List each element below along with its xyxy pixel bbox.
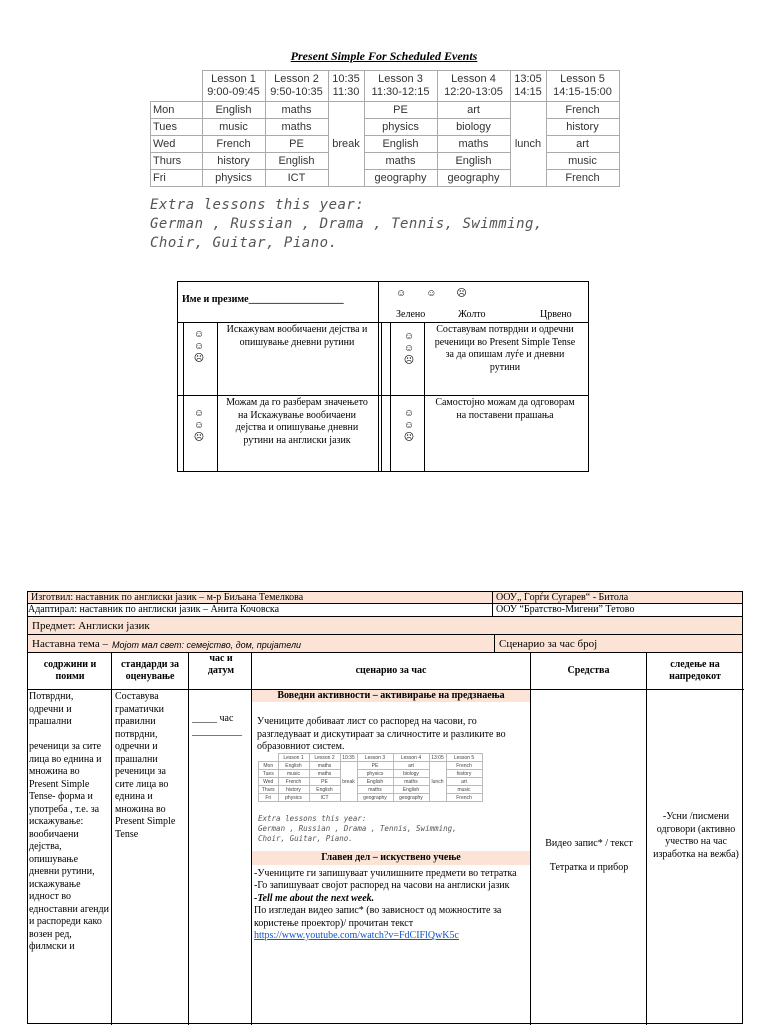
mini-extra-lessons: Extra lessons this year: German , Russian , Drama , Tennis, Swimming, Choir, Guitar, Piano. (258, 814, 457, 843)
break-cell: break (328, 102, 364, 187)
main-line-3: -Tell me about the next week. (254, 892, 375, 904)
timetable-cell: English (202, 102, 265, 119)
lesson-plan (27, 591, 743, 1024)
extra-lessons-list-2: Choir, Guitar, Piano. (150, 235, 338, 251)
intro-heading: Воведни активности – активирање на предзнаења (252, 690, 530, 702)
timetable-cell: maths (437, 136, 510, 153)
col-header-standards: стандарди за оценување (120, 659, 180, 682)
main-line-4: По изгледан видео запис* (во зависност од можностите за користење проектор)/ прочитан текст (254, 905, 502, 929)
col-header-time: час и датум (207, 653, 235, 676)
header-lesson-1: Lesson 1 9:00-09:45 (202, 71, 265, 102)
timetable-cell: physics (364, 119, 437, 136)
subject: Предмет: Англиски јазик (32, 620, 150, 632)
day-label: Wed (151, 136, 203, 153)
main-line-1: -Учениците ги запишуваат училишните предмети во тетратка (254, 868, 517, 879)
col-header-progress: следење на напредокот (669, 659, 721, 682)
timetable-cell: English (364, 136, 437, 153)
timetable-cell: geography (437, 170, 510, 187)
timetable-cell: music (546, 153, 619, 170)
extra-lessons-heading: Extra lessons this year: (150, 197, 365, 213)
timetable-cell: maths (265, 119, 328, 136)
timetable-cell: art (437, 102, 510, 119)
color-yellow-label: Жолто (458, 309, 486, 320)
timetable-cell: maths (364, 153, 437, 170)
standards-cell: Составува граматички правилни потврдни, одречни и прашални реченици за сите лица во еднина и множина во Present Simple Tense (115, 691, 176, 840)
day-label: Thurs (151, 153, 203, 170)
progress-tracking: -Усни /писмени одговори (активно учество на час изработка на вежба) (653, 811, 739, 860)
main-line-2: -Го запишуваат својот распоред на часови на англиски јазик (254, 880, 510, 892)
header-lesson-2: Lesson 2 9:50-10:35 (265, 71, 328, 102)
timetable-cell: French (546, 170, 619, 187)
timetable-cell: PE (364, 102, 437, 119)
header-lesson-3: Lesson 3 11:30-12:15 (364, 71, 437, 102)
timetable-cell: French (202, 136, 265, 153)
face-icons-stack: ☺ ☺ ☹ (403, 408, 415, 443)
school-2: ООУ “Братство-Мигени” Тетово (496, 604, 635, 615)
timetable-cell: French (546, 102, 619, 119)
header-lunch-time: 13:05 14:15 (510, 71, 546, 102)
intro-text: Учениците добиваат лист со распоред на часови, го разгледуваат и дискутираат за сличностите и разликите во образовниот систем. (257, 716, 506, 752)
col-header-scenario: сценарио за час (355, 665, 427, 676)
face-icons-stack: ☺ ☺ ☹ (193, 408, 205, 443)
assessment-item-1: Искажувам вообичаени дејства и опишување дневни рутини (226, 324, 368, 348)
mini-timetable-image: Lesson 1 Lesson 2 10:35 Lesson 3 Lesson 4 13:05 Lesson 5 Mon English maths break PE art lunch French Tues music maths physics biology history Wed French PE English maths art Thurs history English maths English music Fri physics ICT geography geography French (258, 753, 483, 802)
authors-row-2 (27, 603, 743, 617)
header-lesson-5: Lesson 5 14:15-15:00 (546, 71, 619, 102)
self-assessment-box (177, 281, 589, 472)
assessment-item-3: Можам да го разберам значењето на Искажување вообичаени дејства и опишување дневни рутини на англиски јазик (226, 397, 368, 446)
timetable-cell: biology (437, 119, 510, 136)
extra-lessons-list-1: German , Russian , Drama , Tennis, Swimming, (150, 216, 543, 232)
face-icons-stack: ☺ ☺ ☹ (403, 331, 415, 366)
timetable-cell: history (546, 119, 619, 136)
timetable-cell: English (437, 153, 510, 170)
day-label: Tues (151, 119, 203, 136)
color-green-label: Зелено (396, 309, 426, 320)
extra-lessons-note (150, 196, 630, 253)
timetable (150, 70, 620, 187)
col-header-contents: содржини и поими (43, 659, 97, 682)
timetable-cell: geography (364, 170, 437, 187)
timetable-cell: physics (202, 170, 265, 187)
scenario-number: Сценарио за час број (499, 638, 598, 650)
timetable-cell: art (546, 136, 619, 153)
timetable-cell: ICT (265, 170, 328, 187)
subject-row (27, 616, 743, 635)
adapted-by: Адаптирал: наставник по англиски јазик – Анита Кочовска (28, 604, 280, 615)
main-activities (254, 868, 528, 942)
video-link[interactable]: https://www.youtube.com/watch?v=FdCIFlQwK5c (254, 930, 459, 942)
theme-label: Наставна тема – (32, 638, 108, 650)
theme-row (27, 634, 743, 653)
face-icons-stack: ☺ ☺ ☹ (193, 329, 205, 364)
day-label: Mon (151, 102, 203, 119)
main-heading: Главен дел – искуствено учење (252, 851, 530, 865)
timetable-cell: PE (265, 136, 328, 153)
assessment-item-4: Самостојно можам да одговорам на поставени прашања (435, 397, 575, 421)
timetable-cell: music (202, 119, 265, 136)
school-1: ООУ„ Ѓорѓи Сугарев“ - Битола (496, 592, 629, 603)
contents-cell: Потврдни, одречни и прашални реченици за сите лица во еднина и множина во Present Simple Tense- форма и употреба , т.е. за искажување: вообичаени дејства, опишување дневни рутини, искажување идност во едноставни агенди и распореди како возен ред, филмски и (29, 691, 109, 952)
timetable-cell: maths (265, 102, 328, 119)
timetable-cell: history (202, 153, 265, 170)
name-field-label: Име и презиме___________________ (182, 294, 344, 305)
date-cell: __________ (192, 726, 242, 737)
theme-value: Мојот мал свет: семејство, дом, пријатели (112, 640, 302, 650)
timetable-cell: English (265, 153, 328, 170)
prepared-by: Изготвил: наставник по англиски јазик – м-р Биљана Темелкова (31, 592, 304, 603)
worksheet-title: Present Simple For Scheduled Events (290, 49, 478, 63)
day-label: Fri (151, 170, 203, 187)
time-cell: _____ час (192, 713, 234, 724)
means-video: Видео запис* / текст (545, 838, 633, 849)
header-lesson-4: Lesson 4 12:20-13:05 (437, 71, 510, 102)
lunch-cell: lunch (510, 102, 546, 187)
header-break-time: 10:35 11:30 (328, 71, 364, 102)
face-icons-row: ☺ ☺ ☹ (396, 288, 467, 299)
color-red-label: Црвено (540, 309, 572, 320)
means-notebook: Тетратка и прибор (549, 862, 629, 873)
assessment-item-2: Составувам потврдни и одречни реченици во Present Simple Tense за да опишам луѓе и дневни рутини (434, 324, 576, 373)
lesson-grid (27, 652, 743, 1024)
col-header-means: Средства (567, 665, 610, 676)
